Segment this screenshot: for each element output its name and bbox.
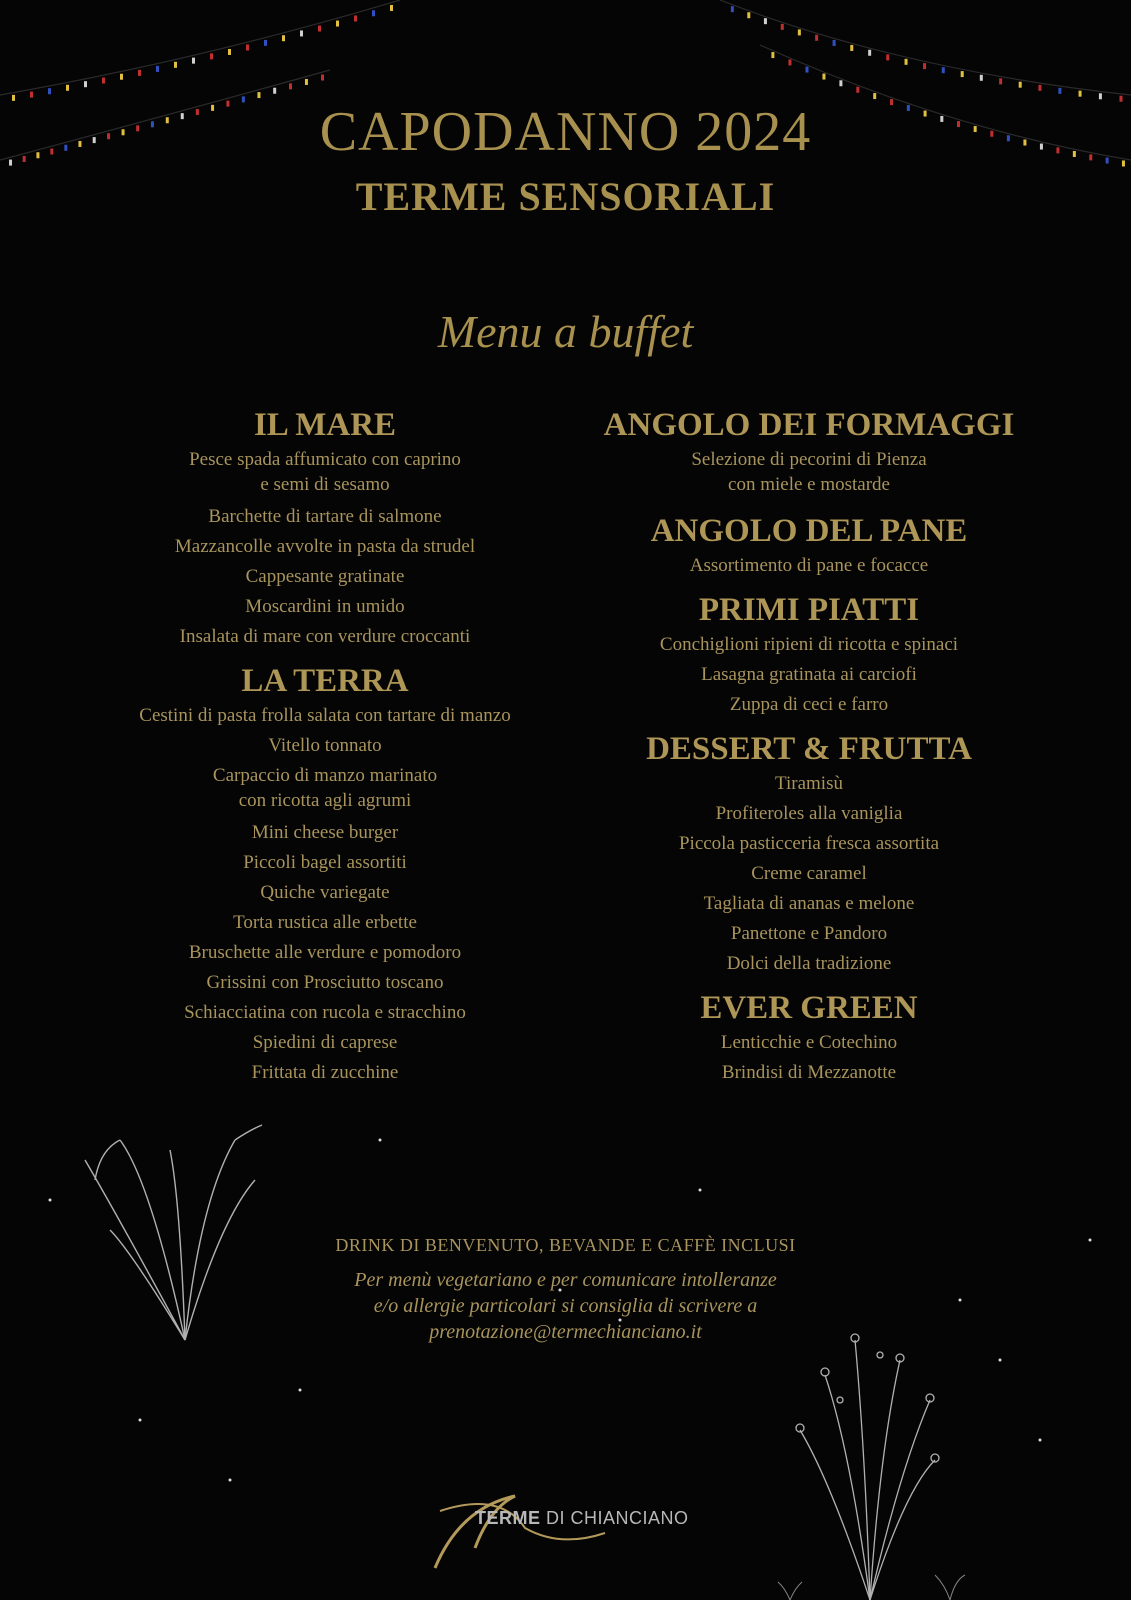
section-heading: PRIMI PIATTI	[698, 592, 920, 628]
menu-section	[584, 988, 1034, 1088]
note-line: e/o allergie particolari si consiglia di scrivere a	[373, 1295, 758, 1317]
menu-item: Assortimento di pane e focacce	[689, 555, 929, 576]
menu-section	[82, 661, 568, 1088]
menu-item: Tagliata di ananas e melone	[703, 893, 915, 914]
menu-section	[584, 405, 1034, 511]
menu-column-left	[82, 405, 568, 1088]
menu-item: Lasagna gratinata ai carciofi	[701, 664, 917, 685]
note-line: prenotazione@termechianciano.it	[429, 1321, 702, 1343]
menu-item: Torta rustica alle erbette	[233, 912, 417, 933]
menu-item: Lenticchie e Cotechino	[720, 1032, 898, 1053]
menu-item: Conchiglioni ripieni di ricotta e spinaci	[659, 634, 959, 655]
menu-item: Brindisi di Mezzanotte	[721, 1062, 897, 1083]
menu-item: Profiteroles alla vaniglia	[715, 803, 903, 824]
menu-item: Spiedini di caprese	[252, 1032, 398, 1053]
logo-text-bold: TERME	[475, 1508, 541, 1528]
event-title: CAPODANNO 2024	[319, 101, 812, 163]
menu-item: Tiramisù	[775, 773, 843, 794]
menu-section	[584, 511, 1034, 590]
menu-item: Moscardini in umido	[245, 596, 405, 617]
menu-item: Cestini di pasta frolla salata con tartare di manzo	[139, 705, 511, 726]
menu-title: Menu a buffet	[437, 306, 694, 357]
section-heading: ANGOLO DEI FORMAGGI	[603, 407, 1015, 443]
menu-item: Selezione di pecorini di Pienza con miele e mostarde	[691, 449, 927, 495]
note-line: Per menù vegetariano e per comunicare intolleranze	[354, 1269, 777, 1291]
menu-item: Dolci della tradizione	[726, 953, 892, 974]
firework-right	[796, 1334, 939, 1600]
menu-item: Piccoli bagel assortiti	[243, 852, 407, 873]
menu-item: Insalata di mare con verdure croccanti	[179, 626, 471, 647]
menu-item: Panettone e Pandoro	[730, 923, 888, 944]
menu-item: Pesce spada affumicato con caprino e semi di sesamo	[189, 449, 461, 495]
drinks-included: DRINK DI BENVENUTO, BEVANDE E CAFFÈ INCLUSI	[335, 1235, 796, 1255]
logo-text	[475, 1508, 689, 1529]
section-heading: IL MARE	[253, 407, 397, 443]
menu-item: Piccola pasticceria fresca assortita	[678, 833, 940, 854]
menu-column-right	[584, 405, 1034, 1088]
dietary-note	[0, 1267, 1131, 1345]
menu-item: Quiche variegate	[260, 882, 390, 903]
menu-item: Zuppa di ceci e farro	[729, 694, 889, 715]
menu-item: Vitello tonnato	[268, 735, 382, 756]
menu-item: Carpaccio di manzo marinato con ricotta agli agrumi	[212, 765, 438, 811]
menu-item: Schiacciatina con rucola e stracchino	[184, 1002, 466, 1023]
event-subtitle: TERME SENSORIALI	[355, 174, 776, 219]
menu-item: Mini cheese burger	[251, 822, 399, 843]
menu-item: Cappesante gratinate	[245, 566, 405, 587]
menu-item: Frittata di zucchine	[251, 1062, 399, 1083]
menu-item: Creme caramel	[751, 863, 867, 884]
menu-section	[82, 405, 568, 661]
logo-swoosh-icon	[430, 1493, 710, 1573]
menu-item: Barchette di tartare di salmone	[208, 506, 442, 527]
menu-item: Bruschette alle verdure e pomodoro	[188, 942, 462, 963]
section-heading: EVER GREEN	[700, 990, 918, 1026]
section-heading: ANGOLO DEL PANE	[650, 513, 968, 549]
menu-item: Grissini con Prosciutto toscano	[206, 972, 444, 993]
logo-text-rest: DI CHIANCIANO	[540, 1508, 689, 1528]
menu-item: Mazzancolle avvolte in pasta da strudel	[174, 536, 476, 557]
section-heading: LA TERRA	[241, 663, 409, 699]
section-heading: DESSERT & FRUTTA	[646, 731, 972, 767]
menu-section	[584, 590, 1034, 729]
menu-section	[584, 729, 1034, 988]
